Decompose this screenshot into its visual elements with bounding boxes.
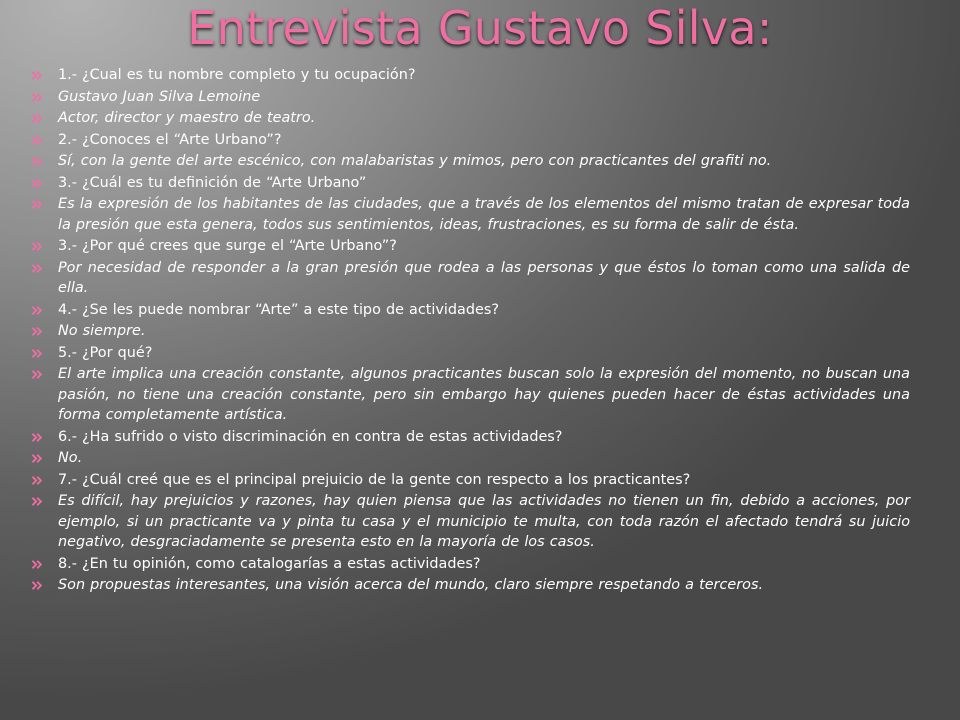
double-chevron-right-icon	[32, 370, 43, 379]
double-chevron-right-icon	[32, 476, 43, 485]
answer-text: Gustavo Juan Silva Lemoine	[58, 88, 261, 105]
double-chevron-right-icon	[32, 136, 43, 145]
double-chevron-right-icon	[32, 242, 43, 251]
double-chevron-right-icon	[32, 264, 43, 273]
answer-text: Son propuestas interesantes, una visión acerca del mundo, claro siempre respetando a terceros.	[58, 577, 764, 593]
double-chevron-right-icon	[32, 560, 43, 569]
double-chevron-right-icon	[32, 114, 43, 123]
double-chevron-right-icon	[32, 93, 43, 102]
double-chevron-right-icon	[32, 581, 43, 590]
answer-item	[28, 364, 910, 426]
answer-text: Actor, director y maestro de teatro.	[58, 110, 316, 126]
double-chevron-right-icon	[32, 200, 43, 209]
slide-title: Entrevista Gustavo Silva:	[187, 1, 773, 55]
answer-item	[28, 321, 910, 342]
question-item	[28, 65, 910, 86]
answer-item	[28, 151, 910, 172]
answer-text: No.	[58, 450, 83, 466]
question-item	[28, 343, 910, 364]
answer-item	[28, 448, 910, 469]
bullet-list	[28, 65, 910, 597]
question-item	[28, 130, 910, 151]
answer-item	[28, 258, 910, 299]
answer-item	[28, 108, 910, 129]
double-chevron-right-icon	[32, 157, 43, 166]
double-chevron-right-icon	[32, 454, 43, 463]
question-item	[28, 470, 910, 491]
question-text: 8.- ¿En tu opinión, como catalogarías a estas actividades?	[58, 555, 481, 572]
question-text: 3.- ¿Cuál es tu definición de “Arte Urbano”	[58, 174, 367, 191]
question-item	[28, 300, 910, 321]
question-text: 4.- ¿Se les puede nombrar “Arte” a este tipo de actividades?	[58, 301, 499, 318]
answer-text: El arte implica una creación constante, algunos practicantes buscan solo la expresión del momento, no buscan una pasión, no tiene una creación constante, pero sin embargo hay quienes pueden hacer de éstas actividades una forma completamente artística.	[58, 366, 910, 423]
question-item	[28, 236, 910, 257]
question-text: 6.- ¿Ha sufrido o visto discriminación en contra de estas actividades?	[58, 428, 563, 445]
double-chevron-right-icon	[32, 71, 43, 80]
answer-text: Sí, con la gente del arte escénico, con malabaristas y mimos, pero con practicantes del grafiti no.	[58, 153, 772, 169]
double-chevron-right-icon	[32, 306, 43, 315]
answer-item	[28, 491, 910, 553]
answer-text: Es difícil, hay prejuicios y razones, hay quien piensa que las actividades no tienen un fin, debido a acciones, por ejemplo, si un practicante va y pinta tu casa y el municipio te multa, con toda razón el afectado tendrá su juicio negativo, desgraciadamente se presenta esto en la mayoría de los casos.	[58, 493, 910, 550]
question-text: 5.- ¿Por qué?	[58, 344, 153, 361]
double-chevron-right-icon	[32, 497, 43, 506]
question-text: 3.- ¿Por qué crees que surge el “Arte Urbano”?	[58, 238, 397, 254]
question-item	[28, 554, 910, 575]
double-chevron-right-icon	[32, 327, 43, 336]
answer-text: Es la expresión de los habitantes de las ciudades, que a través de los elementos del mismo tratan de expresar toda la presión que esta genera, todos sus sentimientos, ideas, frustraciones, es su forma de salir de ésta.	[58, 196, 910, 233]
question-text: 7.- ¿Cuál creé que es el principal prejuicio de la gente con respecto a los practicantes?	[58, 471, 691, 488]
question-item	[28, 173, 910, 194]
answer-item	[28, 87, 910, 108]
question-text: 1.- ¿Cual es tu nombre completo y tu ocupación?	[58, 67, 416, 83]
answer-item	[28, 575, 910, 596]
answer-text: Por necesidad de responder a la gran presión que rodea a las personas y que éstos lo toman como una salida de ella.	[58, 259, 910, 296]
double-chevron-right-icon	[32, 433, 43, 442]
double-chevron-right-icon	[32, 349, 43, 358]
double-chevron-right-icon	[32, 179, 43, 188]
question-item	[28, 427, 910, 448]
answer-text: No siempre.	[58, 323, 146, 339]
answer-item	[28, 194, 910, 235]
question-text: 2.- ¿Conoces el “Arte Urbano”?	[58, 131, 282, 148]
